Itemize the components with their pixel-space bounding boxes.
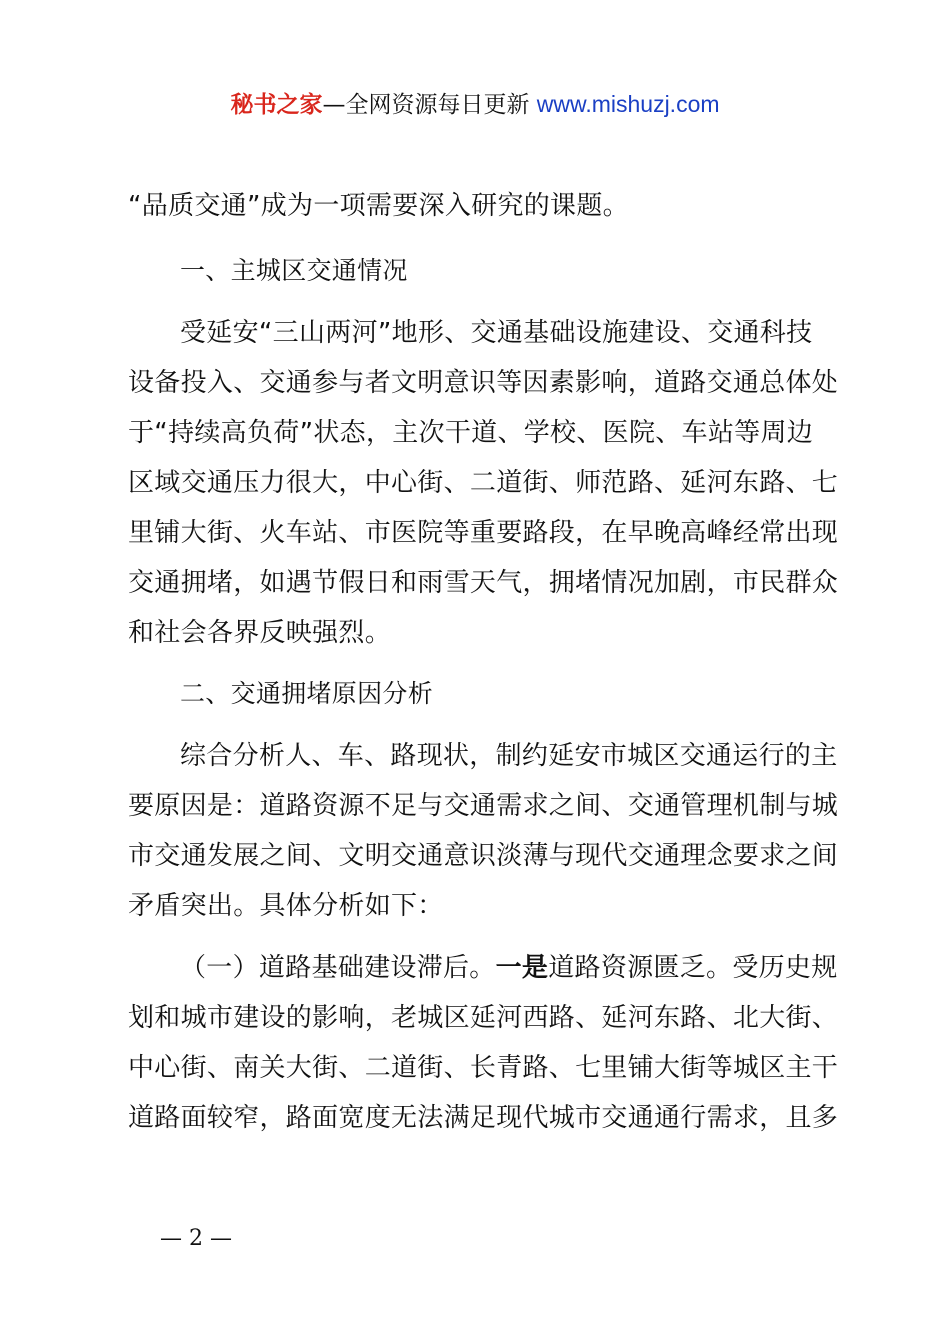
paragraph-line: 里铺大街、火车站、市医院等重要路段，在早晚高峰经常出现 xyxy=(128,518,839,548)
site-header xyxy=(0,86,950,123)
paragraph-line: 要原因是：道路资源不足与交通需求之间、交通管理机制与城 xyxy=(128,791,839,821)
section-heading-2: 二、交通拥堵原因分析 xyxy=(180,679,434,708)
site-tagline: —全网资源每日更新 xyxy=(322,92,537,118)
section-heading-1: 一、主城区交通情况 xyxy=(180,256,408,285)
paragraph-line: 中心街、南关大街、二道街、长青路、七里铺大街等城区主干 xyxy=(128,1053,839,1083)
subsection-title: （一）道路基础建设滞后。 xyxy=(180,953,496,983)
paragraph-line: 于“持续高负荷”状态，主次干道、学校、医院、车站等周边 xyxy=(128,418,814,448)
page-number: — 2 — xyxy=(160,1226,232,1251)
paragraph-line: 划和城市建设的影响，老城区延河西路、延河东路、北大街、 xyxy=(128,1003,839,1033)
point-text: 道路资源匮乏。受历史规 xyxy=(548,953,838,983)
paragraph-line: “品质交通”成为一项需要深入研究的课题。 xyxy=(128,191,629,221)
paragraph-line: 设备投入、交通参与者文明意识等因素影响，道路交通总体处 xyxy=(128,368,839,398)
paragraph-line: 道路面较窄，路面宽度无法满足现代城市交通通行需求，且多 xyxy=(128,1103,839,1133)
paragraph-line: 受延安“三山两河”地形、交通基础设施建设、交通科技 xyxy=(180,318,813,348)
site-brand: 秘书之家 xyxy=(230,92,323,118)
point-marker-bold: 一是 xyxy=(495,953,549,983)
paragraph-line: 市交通发展之间、文明交通意识淡薄与现代交通理念要求之间 xyxy=(128,841,839,871)
paragraph-line: 矛盾突出。具体分析如下： xyxy=(128,891,444,921)
paragraph-line: 区域交通压力很大，中心街、二道街、师范路、延河东路、七 xyxy=(128,468,839,498)
paragraph-line: 综合分析人、车、路现状，制约延安市城区交通运行的主 xyxy=(180,741,838,771)
site-url-link[interactable]: www.mishuzj.com xyxy=(536,91,720,117)
paragraph-line: 交通拥堵，如遇节假日和雨雪天气，拥堵情况加剧，市民群众 xyxy=(128,568,839,598)
subsection-line xyxy=(180,950,890,986)
paragraph-line: 和社会各界反映强烈。 xyxy=(128,618,392,648)
